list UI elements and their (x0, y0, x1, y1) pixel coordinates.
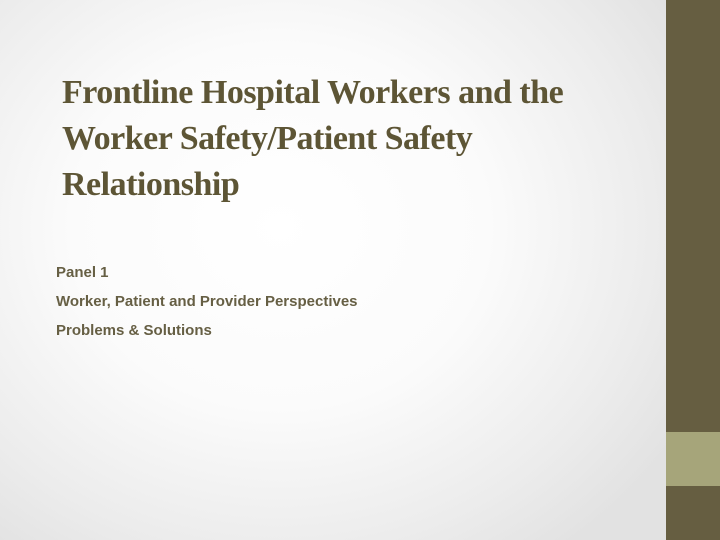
title-line-2: Worker Safety/Patient Safety (62, 120, 473, 157)
slide-subtitle (56, 258, 636, 345)
subtitle-line-problems: Problems & Solutions (56, 322, 212, 339)
subtitle-line-panel: Panel 1 (56, 264, 109, 281)
title-line-1: Frontline Hospital Workers and the (62, 74, 564, 111)
side-bar-accent-block (666, 432, 720, 486)
title-line-3: Relationship (62, 166, 240, 203)
slide-title (62, 70, 652, 208)
subtitle-line-perspectives: Worker, Patient and Provider Perspectives (56, 293, 358, 310)
